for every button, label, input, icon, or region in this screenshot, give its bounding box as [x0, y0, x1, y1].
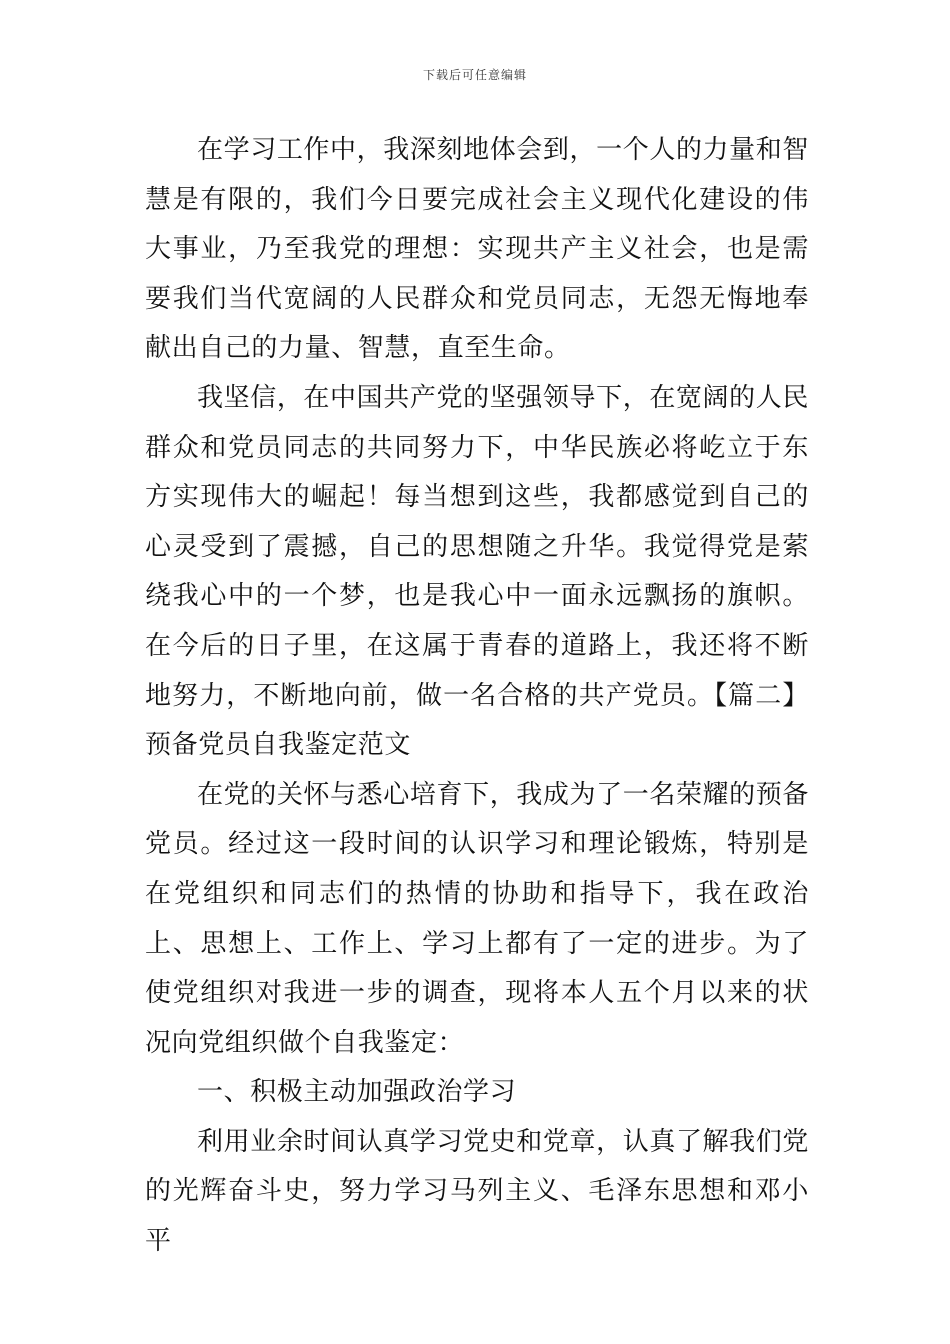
paragraph: 在学习工作中，我深刻地体会到，一个人的力量和智慧是有限的，我们今日要完成社会主义现代化建设的伟大事业，乃至我党的理想：实现共产主义社会，也是需要我们当代宽阔的人民群众和党员同志，无怨无悔地奉献出自己的力量、智慧，直至生命。 [145, 135, 809, 364]
paragraph: 我坚信，在中国共产党的坚强领导下，在宽阔的人民群众和党员同志的共同努力下，中华民族必将屹立于东方实现伟大的崛起！每当想到这些，我都感觉到自己的心灵受到了震撼，自己的思想随之升华。我觉得党是萦绕我心中的一个梦，也是我心中一面永远飘扬的旗帜。在今后的日子里，在这属于青春的道路上，我还将不断地努力，不断地向前，做一名合格的共产党员。【篇二】预备党员自我鉴定范文 [145, 382, 809, 761]
document-body [145, 126, 809, 1267]
header-note: 下载后可任意编辑 [422, 68, 527, 82]
paragraph: 在党的关怀与悉心培育下，我成为了一名荣耀的预备党员。经过这一段时间的认识学习和理论锻炼，特别是在党组织和同志们的热情的协助和指导下，我在政治上、思想上、工作上、学习上都有了一定的进步。为了使党组织对我进一步的调查，现将本人五个月以来的状况向党组织做个自我鉴定： [145, 779, 809, 1058]
paragraph: 利用业余时间认真学习党史和党章，认真了解我们党的光辉奋斗史，努力学习马列主义、毛泽东思想和邓小平 [145, 1126, 809, 1257]
section-heading: 一、积极主动加强政治学习 [197, 1077, 517, 1108]
